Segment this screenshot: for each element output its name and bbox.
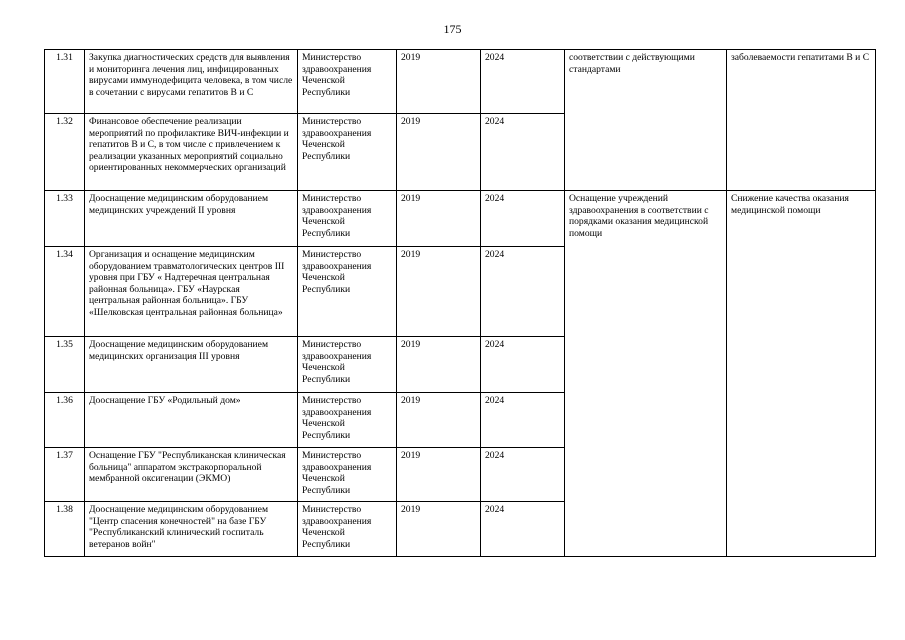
- start-year: 2019: [397, 50, 481, 114]
- row-number: 1.34: [45, 247, 85, 337]
- end-year: 2024: [481, 114, 565, 191]
- page-number: 175: [443, 22, 462, 36]
- measure-name: Закупка диагностических средств для выявления и мониторинга лечения лиц, инфицированных вирусами иммунодефицита человека, в том числе в сочетании с вирусами гепатитов В и С: [85, 50, 298, 114]
- expected-result: Оснащение учреждений здравоохранения в соответствии с порядками оказания медицинской помощи: [565, 191, 727, 557]
- row-number: 1.31: [45, 50, 85, 114]
- executor: Министерство здравоохранения Чеченской Республики: [298, 502, 397, 557]
- executor: Министерство здравоохранения Чеченской Республики: [298, 114, 397, 191]
- measure-name: Дооснащение ГБУ «Родильный дом»: [85, 393, 298, 448]
- measure-name: Оснащение ГБУ "Республиканская клиническая больница" аппаратом экстракорпоральной мембранной оксигенации (ЭКМО): [85, 448, 298, 502]
- executor: Министерство здравоохранения Чеченской Республики: [298, 191, 397, 247]
- measure-name: Дооснащение медицинским оборудованием "Центр спасения конечностей" на базе ГБУ "Республиканский клинический госпиталь ветеранов войн": [85, 502, 298, 557]
- table-row: [45, 50, 876, 114]
- row-number: 1.36: [45, 393, 85, 448]
- start-year: 2019: [397, 337, 481, 393]
- start-year: 2019: [397, 502, 481, 557]
- table-row: [45, 191, 876, 247]
- end-year: 2024: [481, 448, 565, 502]
- row-number: 1.38: [45, 502, 85, 557]
- end-year: 2024: [481, 50, 565, 114]
- end-year: 2024: [481, 247, 565, 337]
- expected-result: соответствии с действующими стандартами: [565, 50, 727, 191]
- measure-name: Дооснащение медицинским оборудованием медицинских учреждений II уровня: [85, 191, 298, 247]
- measure-name: Финансовое обеспечение реализации мероприятий по профилактике ВИЧ-инфекции и гепатитов В и С, в том числе с привлечением к реализации указанных мероприятий социально ориентированных некоммерческих организаций: [85, 114, 298, 191]
- row-number: 1.37: [45, 448, 85, 502]
- indicator-link: Снижение качества оказания медицинской помощи: [727, 191, 876, 557]
- start-year: 2019: [397, 448, 481, 502]
- end-year: 2024: [481, 191, 565, 247]
- measure-name: Организация и оснащение медицинским оборудованием травматологических центров III уровня при ГБУ « Надтеречная центральная районная больница». ГБУ «Наурская центральная районная больница». ГБУ «Шелковская центральная районная больница»: [85, 247, 298, 337]
- indicator-link: заболеваемости гепатитами В и С: [727, 50, 876, 191]
- measures-table: [44, 49, 876, 557]
- end-year: 2024: [481, 337, 565, 393]
- row-number: 1.32: [45, 114, 85, 191]
- executor: Министерство здравоохранения Чеченской Республики: [298, 393, 397, 448]
- start-year: 2019: [397, 393, 481, 448]
- measure-name: Дооснащение медицинским оборудованием медицинских организация III уровня: [85, 337, 298, 393]
- start-year: 2019: [397, 247, 481, 337]
- row-number: 1.35: [45, 337, 85, 393]
- row-number: 1.33: [45, 191, 85, 247]
- executor: Министерство здравоохранения Чеченской Республики: [298, 337, 397, 393]
- executor: Министерство здравоохранения Чеченской Республики: [298, 448, 397, 502]
- end-year: 2024: [481, 393, 565, 448]
- start-year: 2019: [397, 114, 481, 191]
- executor: Министерство здравоохранения Чеченской Республики: [298, 50, 397, 114]
- executor: Министерство здравоохранения Чеченской Республики: [298, 247, 397, 337]
- end-year: 2024: [481, 502, 565, 557]
- start-year: 2019: [397, 191, 481, 247]
